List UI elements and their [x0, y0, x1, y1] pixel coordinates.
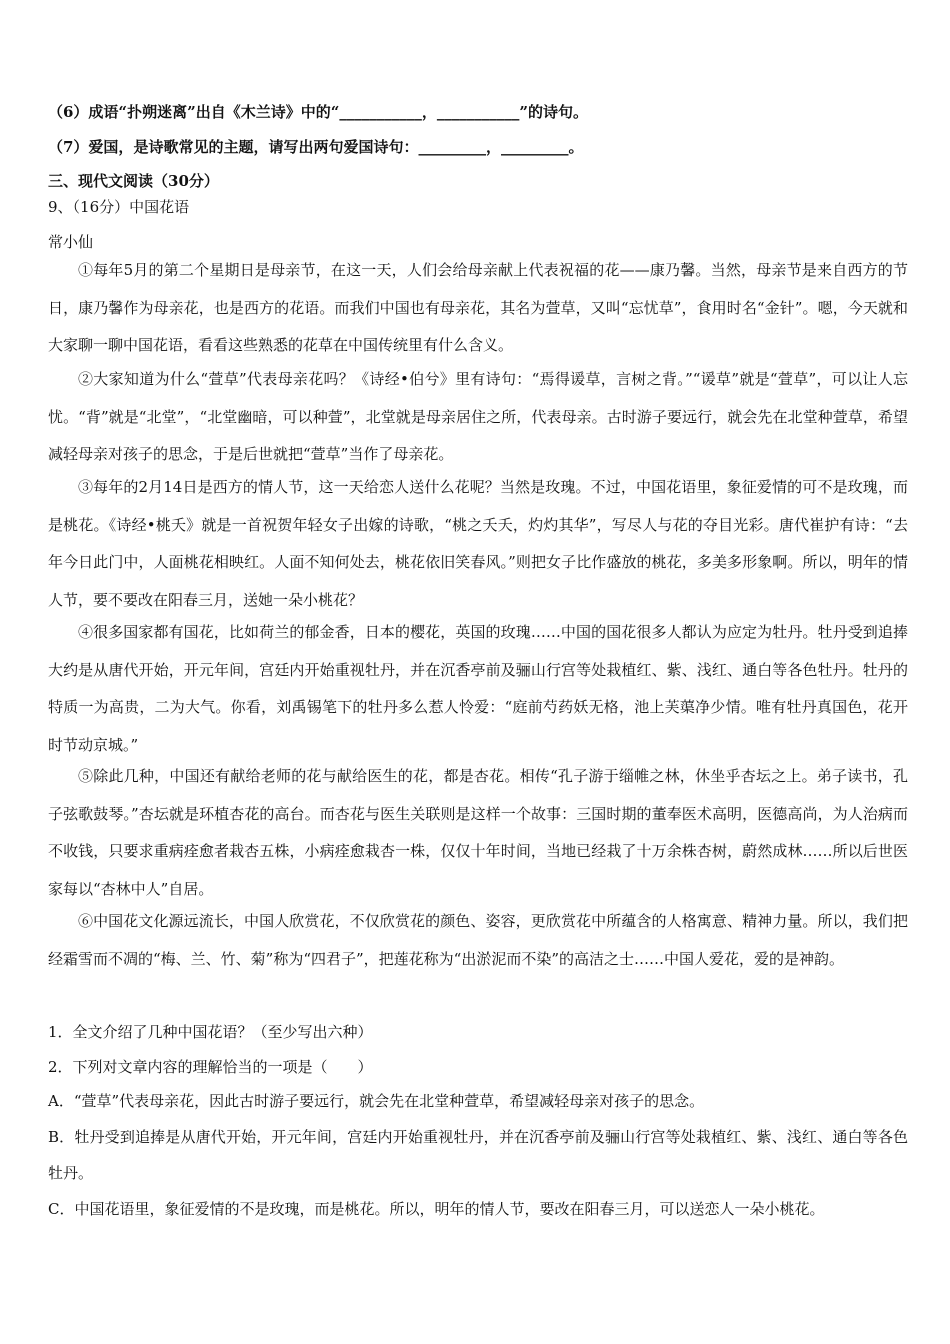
paragraph-1: ①每年5月的第二个星期日是母亲节，在这一天，人们会给母亲献上代表祝福的花——康乃馨。当然，母亲节是来自西方的节日，康乃馨作为母亲花，也是西方的花语。而我们中国也有母亲花，其名为萱草，又叫“忘忧草”，食用时名“金针”。嗯，今天就和大家聊一聊中国花语，看看这些熟悉的花草在中国传统里有什么含义。	[48, 261, 908, 354]
paragraph-3: ③每年的2月14日是西方的情人节，这一天给恋人送什么花呢？当然是玫瑰。不过，中国花语里，象征爱情的可不是玫瑰，而是桃花。《诗经•桃夭》就是一首祝贺年轻女子出嫁的诗歌，“桃之夭夭，灼灼其华”，写尽人与花的夺目光彩。唐代崔护有诗：“去年今日此门中，人面桃花相映红。人面不知何处去，桃花依旧笑春风。”则把女子比作盛放的桃花，多美多形象啊。所以，明年的情人节，要不要改在阳春三月，送她一朵小桃花？	[48, 478, 908, 609]
question-9-title: 9、（16分）中国花语	[48, 198, 190, 216]
sub-question-1: 1．全文介绍了几种中国花语？（至少写出六种）	[48, 1023, 373, 1041]
paragraph-6: ⑥中国花文化源远流长，中国人欣赏花，不仅欣赏花的颜色、姿容，更欣赏花中所蕴含的人格寓意、精神力量。所以，我们把经霜雪而不凋的“梅、兰、竹、菊”称为“四君子”，把莲花称为“出淤泥而不染”的高洁之士……中国人爱花，爱的是神韵。	[48, 912, 908, 968]
paragraph-2: ②大家知道为什么“萱草”代表母亲花吗？《诗经•伯兮》里有诗句：“焉得谖草，言树之背。”“谖草”就是“萱草”，可以让人忘忧。“背”就是“北堂”，“北堂幽暗，可以种萱”，北堂就是母亲居住之所，代表母亲。古时游子要远行，就会先在北堂种萱草，希望减轻母亲对孩子的思念，于是后世就把“萱草”当作了母亲花。	[48, 370, 908, 463]
question-7: （7）爱国，是诗歌常见的主题，请写出两句爱国诗句：_________，_________。	[48, 138, 584, 156]
article-author: 常小仙	[48, 233, 94, 251]
section-heading: 三、现代文阅读（30分）	[48, 172, 219, 190]
option-a: A．“萱草”代表母亲花，因此古时游子要远行，就会先在北堂种萱草，希望减轻母亲对孩子的思念。	[48, 1092, 705, 1110]
question-6: （6）成语“扑朔迷离”出自《木兰诗》中的“___________，___________”的诗句。	[48, 103, 588, 121]
paragraph-5: ⑤除此几种，中国还有献给老师的花与献给医生的花，都是杏花。相传“孔子游于缁帷之林，休坐乎杏坛之上。弟子读书，孔子弦歌鼓琴。”杏坛就是环植杏花的高台。而杏花与医生关联则是这样一个故事：三国时期的董奉医术高明，医德高尚，为人治病而不收钱，只要求重病痊愈者栽杏五株，小病痊愈栽杏一株，仅仅十年时间，当地已经栽了十万余株杏树，蔚然成林……所以后世医家每以“杏林中人”自居。	[48, 767, 908, 898]
paragraph-4: ④很多国家都有国花，比如荷兰的郁金香，日本的樱花，英国的玫瑰……中国的国花很多人都认为应定为牡丹。牡丹受到追捧大约是从唐代开始，开元年间，宫廷内开始重视牡丹，并在沉香亭前及骊山行宫等处栽植红、紫、浅红、通白等各色牡丹。牡丹的特质一为高贵，二为大气。你看，刘禹锡笔下的牡丹多么惹人怜爱：“庭前芍药妖无格，池上芙蕖净少情。唯有牡丹真国色，花开时节动京城。”	[48, 623, 908, 754]
option-b: B．牡丹受到追捧是从唐代开始，开元年间，宫廷内开始重视牡丹，并在沉香亭前及骊山行宫等处栽植红、紫、浅红、通白等各色牡丹。	[48, 1128, 908, 1182]
option-c: C．中国花语里，象征爱情的不是玫瑰，而是桃花。所以，明年的情人节，要改在阳春三月，可以送恋人一朵小桃花。	[48, 1200, 825, 1218]
sub-question-2: 2．下列对文章内容的理解恰当的一项是（ ）	[48, 1058, 373, 1076]
